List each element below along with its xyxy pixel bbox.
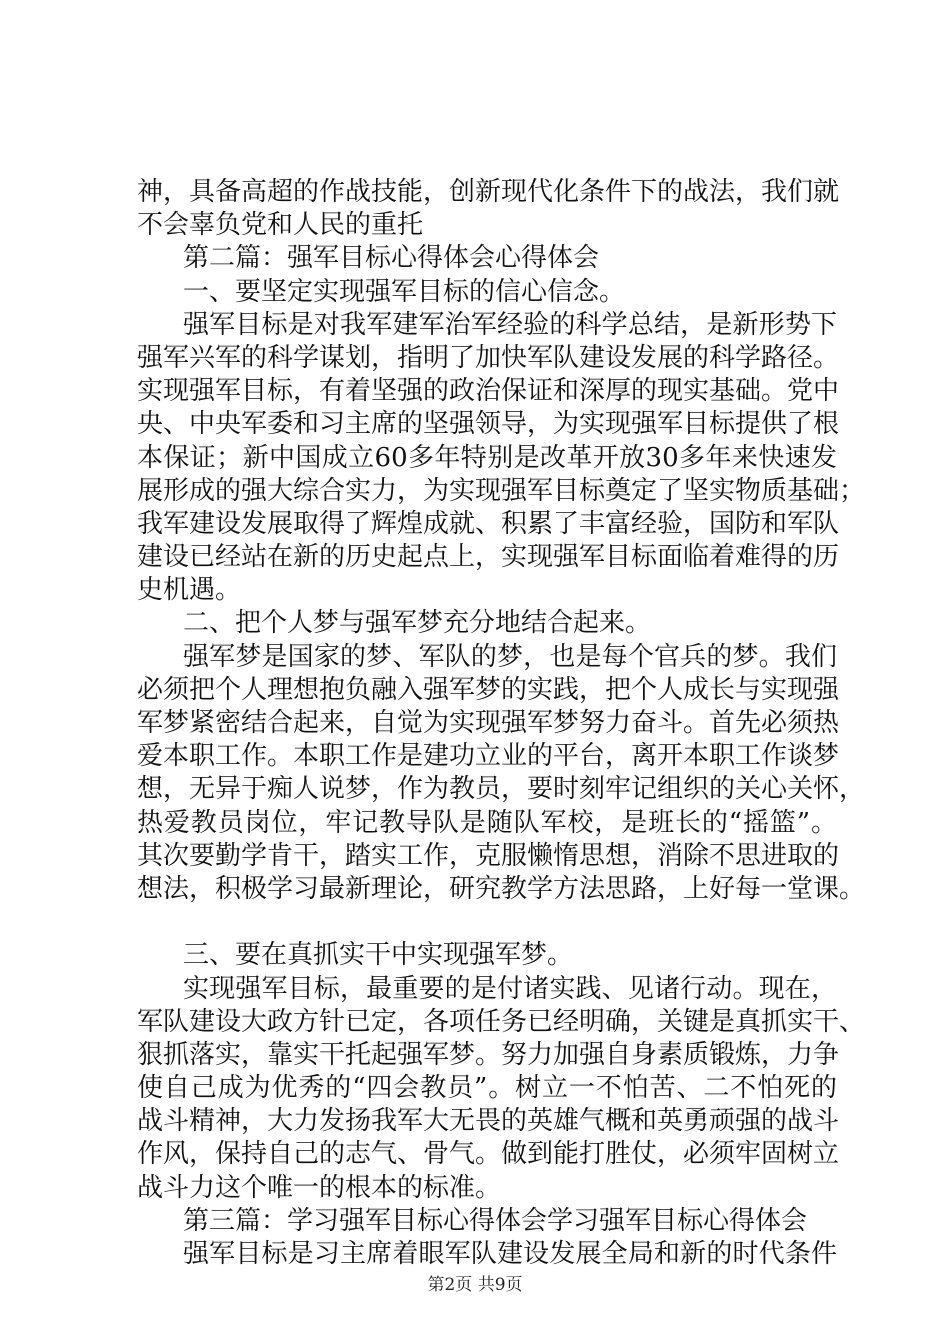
text-line: 第二篇：强军目标心得体会心得体会 [183,243,600,274]
text-line: 神，具备高超的作战技能，创新现代化条件下的战法，我们就 [137,177,840,207]
text-line: 展形成的强大综合实力，为实现强军目标奠定了坚实物质基础； [137,475,866,506]
text-line: 二、把个人梦与强军梦充分地结合起来。 [183,608,652,639]
text-line: 一、要坚定实现强军目标的信心信念。 [183,276,626,307]
text-line: 我军建设发展取得了辉煌成就、积累了丰富经验，国防和军队 [137,508,840,539]
text-line: 军队建设大政方针已定，各项任务已经明确，关键是真抓实干、 [137,1006,866,1037]
text-line: 必须把个人理想抱负融入强军梦的实践，把个人成长与实现强 [137,674,840,705]
text-line: 央、中央军委和习主席的坚强领导，为实现强军目标提供了根 [137,409,840,440]
text-line: 本保证；新中国成立60多年特别是改革开放30多年来快速发 [137,442,837,473]
text-line: 不会辜负党和人民的重托 [137,210,424,241]
text-line: 想，无异于痴人说梦，作为教员，要时刻牢记组织的关心关怀， [137,774,866,805]
document-body [137,176,866,1271]
text-line: 第三篇：学习强军目标心得体会学习强军目标心得体会 [183,1205,808,1236]
text-line: 狠抓落实，靠实干托起强军梦。努力加强自身素质锻炼，力争 [137,1039,840,1070]
text-line: 爱本职工作。本职工作是建功立业的平台，离开本职工作谈梦 [137,741,840,772]
blank-line [137,906,837,939]
text-line: 强军兴军的科学谋划，指明了加快军队建设发展的科学路径。 [137,342,840,373]
text-line: 建设已经站在新的历史起点上，实现强军目标面临着难得的历 [137,542,840,573]
page-footer: 第2页 共9页 [427,1275,523,1295]
text-line: 使自己成为优秀的“四会教员”。树立一不怕苦、二不怕死的 [137,1073,837,1104]
text-line: 实现强军目标，最重要的是付诸实践、见诸行动。现在， [183,973,837,1004]
text-line: 史机遇。 [137,575,242,606]
text-line: 强军目标是习主席着眼军队建设发展全局和新的时代条件 [183,1239,837,1269]
text-line: 其次要勤学肯干，踏实工作，克服懒惰思想，消除不思进取的 [137,840,840,871]
text-line: 三、要在真抓实干中实现强军梦。 [183,940,574,971]
text-line: 实现强军目标，有着坚强的政治保证和深厚的现实基础。党中 [137,376,840,407]
text-line: 军梦紧密结合起来，自觉为实现强军梦努力奋斗。首先必须热 [137,708,840,738]
text-line: 想法，积极学习最新理论，研究教学方法思路，上好每一堂课。 [137,873,866,904]
text-line: 热爱教员岗位，牢记教导队是随队军校，是班长的“摇篮”。 [137,807,837,838]
text-line: 强军梦是国家的梦、军队的梦，也是每个官兵的梦。我们 [183,641,837,672]
text-line: 作风，保持自己的志气、骨气。做到能打胜仗，必须牢固树立 [137,1139,840,1170]
text-line: 强军目标是对我军建军治军经验的科学总结，是新形势下 [183,309,837,340]
text-line: 战斗精神，大力发扬我军大无畏的英雄气概和英勇顽强的战斗 [137,1106,840,1137]
text-line: 战斗力这个唯一的根本的标准。 [137,1172,502,1203]
